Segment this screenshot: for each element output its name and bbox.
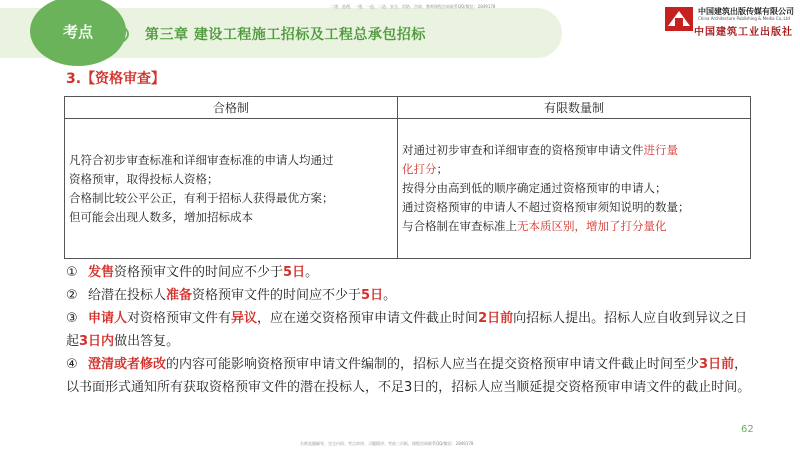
point-number: ① — [66, 265, 78, 280]
highlight-text: 2日前 — [478, 311, 514, 326]
qualified-line: 但可能会出现人数多，增加招标成本 — [69, 209, 253, 224]
text-run: 给潜在投标人 — [88, 288, 167, 303]
point-4 — [66, 353, 756, 399]
point-2 — [66, 284, 756, 307]
section-title: 3.【资格审查】 — [66, 71, 166, 87]
point-1 — [66, 261, 756, 284]
point-number: ④ — [66, 357, 78, 372]
highlight-text: 3日内 — [79, 334, 115, 349]
text-run: ，以书面形式通知所有获取资格预审文件的潜在投标人，不足3日的，招标人应当顺延提交资格预审申请文件的截止时间。 — [66, 357, 751, 395]
text-run: 向招标人提出。招标人应自收到异议之日起 — [66, 311, 748, 349]
point-number: ③ — [66, 311, 78, 326]
bottom-watermark-note: 名师直播辅导、完全内训、考点串讲、习题精讲、考前三页纸，课程咨询联系QQ/微信：2849178 — [300, 441, 474, 446]
limited-line: 按得分由高到低的顺序确定通过资格预审的申请人； — [402, 181, 667, 195]
highlight-text: 发售 — [88, 265, 115, 280]
qualified-line: 合格制比较公平公正，有利于招标人获得最优方案； — [69, 190, 334, 205]
highlight-text: 5日 — [361, 288, 384, 303]
limited-line: 通过资格预审的申请人不超过资格预审须知说明的数量； — [402, 200, 690, 214]
cell-limited — [398, 119, 751, 259]
text-run: 资格预审文件的时间应不少于 — [192, 288, 362, 303]
text-run: 。 — [383, 288, 397, 303]
highlight-text: 无本质区别，增加了打分量化 — [517, 219, 667, 233]
text-run: ，应在递交资格预审申请文件截止时间 — [257, 311, 479, 326]
cell-qualified — [65, 119, 398, 259]
limited-line — [402, 217, 746, 236]
highlight-text: 澄清或者修改 — [88, 357, 167, 372]
qualified-line: 资格预审，取得投标人资格； — [69, 171, 219, 186]
text-run: 。 — [305, 265, 319, 280]
text-run: 对通过初步审查和详细审查的资格预审申请文件 — [402, 143, 644, 157]
highlight-text: 5日 — [283, 265, 306, 280]
chapter-title: 第三章 建设工程施工招标及工程总承包招标 — [145, 27, 426, 43]
limited-line — [402, 141, 746, 160]
highlight-text: 准备 — [166, 288, 193, 303]
text-run: 对资格预审文件有 — [127, 311, 232, 326]
text-run: 做出答复。 — [114, 334, 180, 349]
qualified-line: 凡符合初步审查标准和详细审查标准的申请人均通过 — [69, 152, 334, 167]
comparison-table — [64, 96, 751, 259]
highlight-text: 3日前 — [699, 357, 735, 372]
text-run: 的内容可能影响资格预审申请文件编制的，招标人应当在提交资格预审申请文件截止时间至少 — [166, 357, 700, 372]
publisher-brand: 中国建筑工业出版社 — [694, 27, 793, 38]
highlight-text: 进行量 — [643, 143, 678, 157]
point-3 — [66, 307, 756, 353]
highlight-text: 异议 — [231, 311, 258, 326]
header-qualified: 合格制 — [65, 97, 398, 119]
highlight-text: 申请人 — [88, 311, 128, 326]
limited-line — [402, 160, 746, 179]
text-run: ； — [436, 162, 448, 176]
publisher-name: 中国建筑出版传媒有限公司 — [698, 7, 794, 16]
table-row — [65, 119, 751, 259]
page-number: 62 — [741, 424, 754, 435]
header-limited: 有限数量制 — [398, 97, 751, 119]
table-header-row — [65, 97, 751, 119]
highlight-text: 化打分 — [402, 162, 437, 176]
badge-label: 考点 — [62, 22, 93, 41]
point-number: ② — [66, 288, 78, 303]
publisher-name-en: China Architecture Publishing & Media Co.,Ltd — [698, 16, 790, 21]
text-run: 与合格制在审查标准上 — [402, 219, 517, 233]
text-run: 资格预审文件的时间应不少于 — [114, 265, 284, 280]
top-watermark-note: 二建、监理、一建、一造、二造、安全、消防、咨询、教师课程咨询联系QQ/微信：2849178 — [330, 4, 496, 9]
publisher-logo-icon — [664, 6, 694, 32]
